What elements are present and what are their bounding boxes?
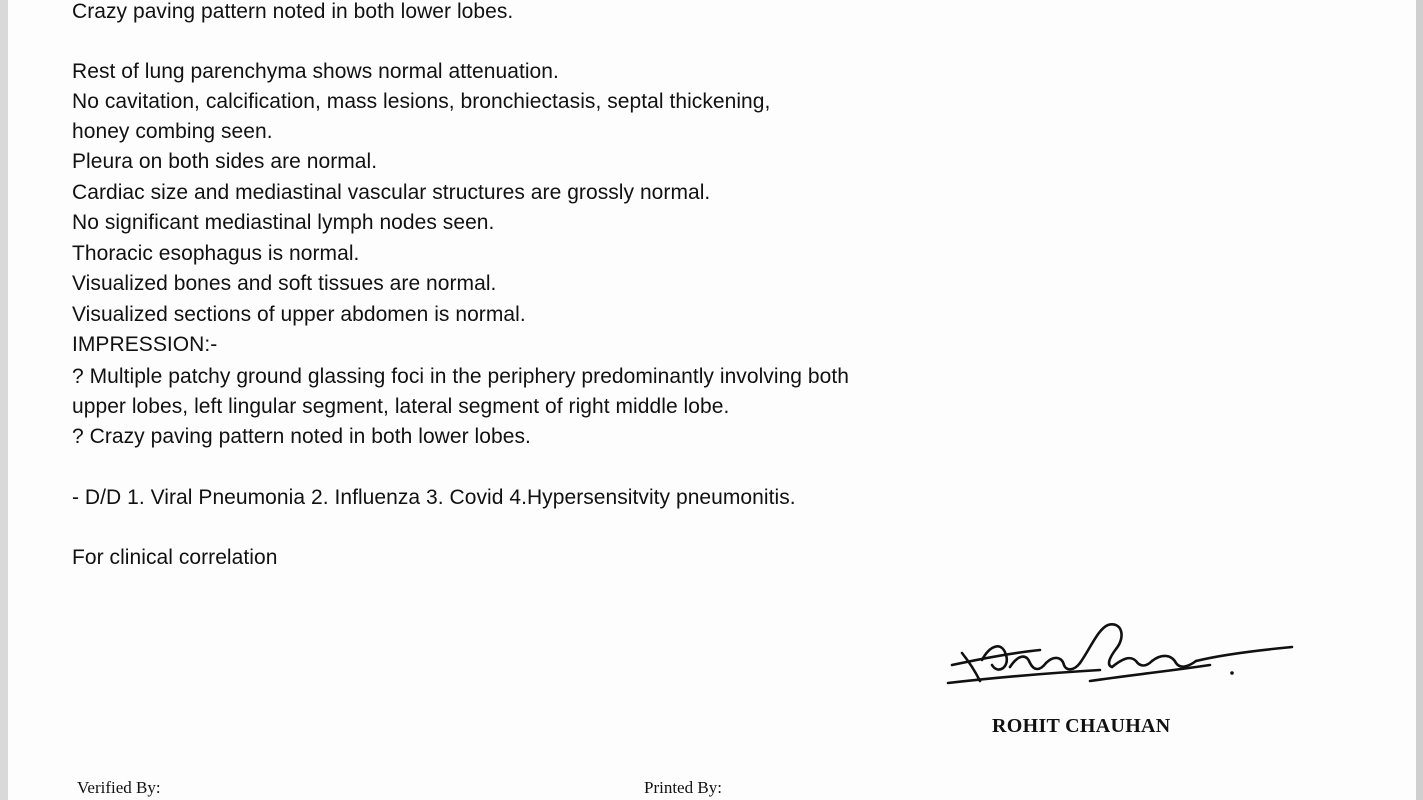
finding-line: No cavitation, calcification, mass lesions, bronchiectasis, septal thickening, <box>72 90 771 113</box>
verified-by-label: Verified By: <box>77 778 161 797</box>
finding-line: Cardiac size and mediastinal vascular structures are grossly normal. <box>72 181 711 204</box>
finding-line: Thoracic esophagus is normal. <box>72 242 360 265</box>
finding-line: No significant mediastinal lymph nodes seen. <box>72 211 495 234</box>
clinical-correlation-note: For clinical correlation <box>72 546 278 569</box>
finding-line: Visualized sections of upper abdomen is normal. <box>72 303 526 326</box>
impression-heading: IMPRESSION:- <box>72 333 218 356</box>
finding-line: Rest of lung parenchyma shows normal attenuation. <box>72 60 559 83</box>
signatory-name: ROHIT CHAUHAN <box>992 715 1171 737</box>
page-left-edge <box>0 0 8 800</box>
finding-line: honey combing seen. <box>72 120 273 143</box>
impression-line: ? Multiple patchy ground glassing foci in the periphery predominantly involving both <box>72 365 849 388</box>
printed-by-label: Printed By: <box>644 778 722 797</box>
finding-line: Pleura on both sides are normal. <box>72 150 378 173</box>
differential-diagnosis: - D/D 1. Viral Pneumonia 2. Influenza 3. Covid 4.Hypersensitvity pneumonitis. <box>72 486 796 509</box>
finding-line: Visualized bones and soft tissues are normal. <box>72 272 497 295</box>
impression-line: ? Crazy paving pattern noted in both lower lobes. <box>72 425 531 448</box>
handwritten-signature-icon <box>940 615 1300 705</box>
impression-line: upper lobes, left lingular segment, lateral segment of right middle lobe. <box>72 395 730 418</box>
finding-line: Crazy paving pattern noted in both lower lobes. <box>72 0 514 23</box>
page-right-edge <box>1416 0 1423 800</box>
